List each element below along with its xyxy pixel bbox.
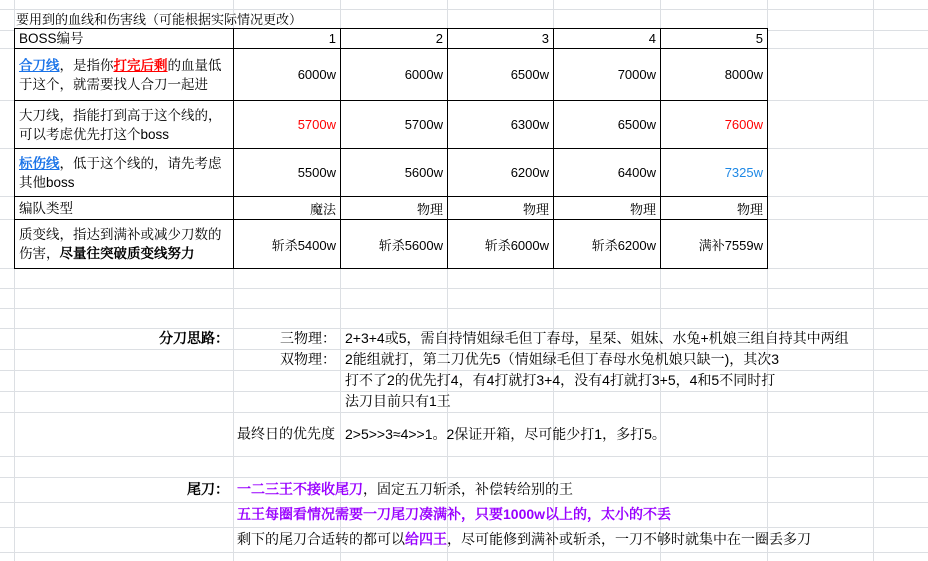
cell-merge-1[interactable]: 6000w — [234, 49, 341, 101]
cell-type-2[interactable]: 物理 — [341, 197, 448, 220]
cell-threshold-label[interactable] — [15, 220, 234, 269]
tail-hit-section-label[interactable]: 尾刀： — [187, 481, 229, 497]
tail-hit-row-1 — [0, 477, 928, 502]
gridline — [0, 456, 928, 457]
tail-hit-row-2 — [0, 502, 928, 527]
cell-boss-number-label[interactable]: BOSS编号 — [15, 29, 234, 49]
cell-merge-2[interactable]: 6000w — [341, 49, 448, 101]
tail-hit-text[interactable] — [237, 477, 573, 502]
threshold-line-row — [15, 220, 768, 269]
split-strategy-row-4 — [0, 391, 928, 412]
merge-line-row — [15, 49, 768, 101]
cell-bighit-4[interactable]: 6500w — [554, 101, 661, 149]
label-text-bold: 尽量往突破质变线努力 — [59, 246, 195, 261]
tail-hit-row-3 — [0, 527, 928, 552]
cell-boss-1[interactable]: 1 — [234, 29, 341, 49]
gridline — [0, 308, 928, 309]
team-type-row — [15, 197, 768, 220]
cell-merge-4[interactable]: 7000w — [554, 49, 661, 101]
label-text: 的血量低于这个，就需要找人合刀一起进 — [19, 57, 222, 92]
sub-label-double-phys[interactable]: 双物理： — [280, 351, 336, 367]
merge-line-link[interactable]: 合刀线 — [19, 57, 60, 73]
sub-label-three-phys[interactable]: 三物理： — [280, 330, 336, 346]
cell-std-1[interactable]: 5500w — [234, 149, 341, 197]
split-strategy-text[interactable]: 2能组就打，第二刀优先5（情姐绿毛但丁春母水兔机娘只缺一)，其次3 — [345, 351, 780, 367]
cell-type-1[interactable]: 魔法 — [234, 197, 341, 220]
standard-damage-line-row — [15, 149, 768, 197]
label-text: ，是指你 — [59, 57, 114, 73]
cell-type-3[interactable]: 物理 — [448, 197, 554, 220]
cell-threshold-2[interactable]: 斩杀5600w — [341, 220, 448, 269]
cell-std-2[interactable]: 5600w — [341, 149, 448, 197]
cell-threshold-5[interactable]: 满补7559w — [661, 220, 768, 269]
tail-rule-text: ，固定五刀斩杀，补偿转给别的王 — [363, 481, 573, 497]
final-day-priority-text[interactable]: 2>5>>3≈4>>1。2保证开箱，尽可能少打1，多打5。 — [345, 426, 666, 442]
cell-bighit-3[interactable]: 6300w — [448, 101, 554, 149]
cell-threshold-1[interactable]: 斩杀5400w — [234, 220, 341, 269]
gridline — [0, 552, 928, 553]
cell-boss-3[interactable]: 3 — [448, 29, 554, 49]
cell-merge-line-label[interactable] — [15, 49, 234, 101]
tail-rule-highlight: 一二三王不接收尾刀 — [237, 481, 363, 497]
tail-rule-highlight: 给四王 — [405, 531, 447, 547]
cell-std-5[interactable]: 7325w — [661, 149, 768, 197]
tail-rule-boss4[interactable] — [237, 527, 811, 552]
gridline — [0, 288, 928, 289]
cell-boss-2[interactable]: 2 — [341, 29, 448, 49]
final-day-priority-label[interactable]: 最终日的优先度 — [237, 425, 335, 442]
final-day-priority-row — [0, 412, 928, 456]
split-strategy-row-2 — [0, 349, 928, 370]
std-damage-link[interactable]: 标伤线 — [19, 155, 60, 171]
cell-boss-5[interactable]: 5 — [661, 29, 768, 49]
cell-std-damage-label[interactable] — [15, 149, 234, 197]
boss-header-row — [15, 29, 768, 49]
split-strategy-section-label[interactable]: 分刀思路： — [159, 330, 229, 346]
split-strategy-text[interactable]: 法刀目前只有1王 — [345, 393, 451, 409]
cell-threshold-4[interactable]: 斩杀6200w — [554, 220, 661, 269]
tail-rule-text: ，尽可能修到满补或斩杀，一刀不够时就集中在一圈丢多刀 — [447, 531, 811, 547]
cell-std-3[interactable]: 6200w — [448, 149, 554, 197]
cell-bighit-5[interactable]: 7600w — [661, 101, 768, 149]
split-strategy-row-1 — [0, 328, 928, 349]
label-text: ，低于这个线的，请先考虑其他boss — [19, 155, 222, 190]
cell-type-4[interactable]: 物理 — [554, 197, 661, 220]
sheet-title[interactable]: 要用到的血线和伤害线（可能根据实际情况更改） — [16, 12, 303, 27]
boss-table — [14, 28, 768, 269]
split-strategy-text[interactable]: 2+3+4或5，需自持情姐绿毛但丁春母，星栞、姐妹、水兔+机娘三组自持其中两组 — [345, 330, 849, 346]
cell-bighit-1[interactable]: 5700w — [234, 101, 341, 149]
tail-rule-text: 剩下的尾刀合适转的都可以 — [237, 531, 405, 547]
cell-big-hit-label[interactable]: 大刀线，指能打到高于这个线的，可以考虑优先打这个boss — [15, 101, 234, 149]
cell-std-4[interactable]: 6400w — [554, 149, 661, 197]
label-text: 质变线，指达到满补或减少刀数的伤害， — [19, 227, 222, 261]
split-strategy-row-3 — [0, 370, 928, 391]
cell-merge-5[interactable]: 8000w — [661, 49, 768, 101]
cell-threshold-3[interactable]: 斩杀6000w — [448, 220, 554, 269]
cell-boss-4[interactable]: 4 — [554, 29, 661, 49]
cell-team-type-label[interactable]: 编队类型 — [15, 197, 234, 220]
highlight-remaining-hp: 打完后剩 — [113, 57, 168, 73]
cell-bighit-2[interactable]: 5700w — [341, 101, 448, 149]
split-strategy-text[interactable]: 打不了2的优先打4，有4打就打3+4，没有4打就打3+5，4和5不同时打 — [345, 372, 776, 388]
big-hit-line-row — [15, 101, 768, 149]
tail-rule-boss5[interactable]: 五王每圈看情况需要一刀尾刀凑满补，只要1000w以上的，太小的不丢 — [237, 506, 672, 522]
cell-type-5[interactable]: 物理 — [661, 197, 768, 220]
cell-merge-3[interactable]: 6500w — [448, 49, 554, 101]
